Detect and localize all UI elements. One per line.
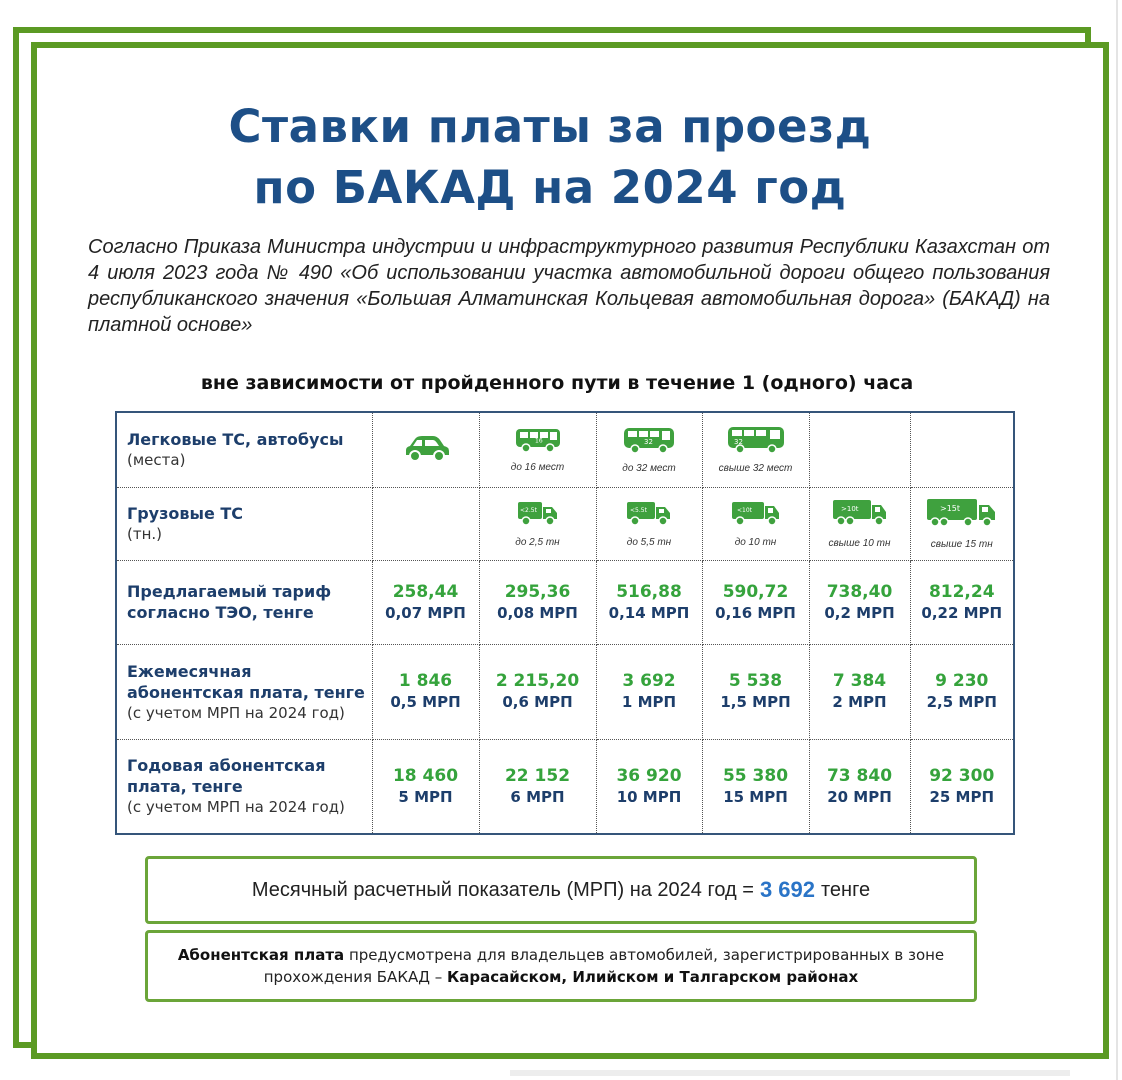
cell-truck-over15 — [910, 487, 1014, 560]
note-text-2: прохождения БАКАД – — [263, 968, 443, 986]
tariff-amount: 516,88 — [616, 581, 682, 602]
tariff-cell — [702, 560, 809, 644]
caption-truck-over15: свыше 15 тн — [930, 539, 993, 550]
tariff-amount: 295,36 — [504, 581, 571, 602]
tariff-mrp: 0,07 МРП — [385, 603, 466, 622]
title-line-1: Ставки платы за проезд — [228, 100, 872, 153]
cell-trucks-empty — [372, 487, 479, 560]
caption-truck-over10: свыше 10 тн — [828, 538, 891, 549]
annual-amount: 55 380 — [722, 765, 789, 786]
monthly-amount: 5 538 — [728, 671, 783, 691]
table-subtitle: вне зависимости от пройденного пути в течение 1 (одного) часа — [200, 372, 914, 394]
monthly-cell — [479, 644, 596, 739]
tariff-mrp: 0,2 МРП — [824, 603, 895, 622]
coach-badge: 32 — [733, 438, 743, 447]
annual-label-cell — [116, 739, 372, 834]
annual-amount: 18 460 — [392, 765, 459, 786]
annual-mrp: 15 МРП — [723, 787, 788, 806]
cell-bus-over32 — [702, 412, 809, 487]
row-monthly — [116, 644, 1014, 739]
tariff-cell — [372, 560, 479, 644]
annual-amount: 22 152 — [504, 765, 571, 786]
tariff-amount: 812,24 — [928, 581, 995, 602]
note-line-2 — [264, 966, 858, 988]
annual-cell — [372, 739, 479, 834]
tariff-cell — [910, 560, 1014, 644]
monthly-cell — [702, 644, 809, 739]
tariff-mrp: 0,22 МРП — [921, 603, 1003, 622]
caption-truck-5-5: до 5,5 тн — [626, 537, 672, 548]
mrp-info-box — [145, 856, 977, 924]
tariff-label-cell — [116, 560, 372, 644]
annual-amount: 73 840 — [826, 765, 893, 786]
caption-truck-10: до 10 тн — [734, 537, 777, 548]
car-icon — [400, 433, 452, 472]
badge-2-5: <2.5t — [519, 507, 537, 514]
cell-truck-10 — [702, 487, 809, 560]
bus-badge: 32 — [644, 438, 653, 447]
passenger-label-cell — [116, 412, 372, 487]
monthly-cell — [809, 644, 910, 739]
monthly-amount: 1 846 — [398, 671, 453, 691]
tariff-mrp: 0,14 МРП — [608, 603, 690, 622]
annual-cell — [479, 739, 596, 834]
caption-bus-32: до 32 мест — [622, 463, 676, 475]
subscription-note-box — [145, 930, 977, 1002]
badge-5-5: <5.5t — [630, 507, 647, 514]
annual-amount: 92 300 — [929, 765, 995, 786]
trucks-label: Грузовые ТС — [127, 504, 244, 523]
semi-truck-icon — [924, 497, 1000, 536]
mrp-value: 3 692 — [759, 877, 815, 902]
monthly-amount: 7 384 — [832, 671, 887, 691]
monthly-mrp: 2,5 МРП — [926, 693, 997, 711]
tariff-amount: 258,44 — [392, 581, 459, 602]
note-bold-1: Абонентская плата — [177, 946, 345, 964]
coach-icon — [725, 425, 787, 460]
page-title — [0, 96, 1100, 218]
heavy-truck-icon — [830, 498, 890, 535]
trucks-note: (тн.) — [127, 525, 163, 543]
bottom-shadow — [510, 1070, 1070, 1076]
intro-paragraph: Согласно Приказа Министра индустрии и инфраструктурного развития Республики Казахстан от 4 июля 2023 года № 490 «Об использовании участка автомобильной дороги общего пользования республиканского значения «Большая Алматинская Кольцевая автомобильная дорога» (БАКАД) на платной основе» — [88, 236, 1050, 336]
tariff-cell — [479, 560, 596, 644]
tariff-mrp: 0,08 МРП — [497, 603, 578, 622]
monthly-mrp: 1,5 МРП — [720, 693, 791, 711]
monthly-cell — [372, 644, 479, 739]
tariff-table — [115, 411, 1015, 835]
tariff-cell — [596, 560, 702, 644]
tariff-amount: 738,40 — [826, 581, 893, 602]
badge-10: <10t — [736, 507, 752, 514]
annual-amount: 36 920 — [616, 765, 682, 786]
passenger-label: Легковые ТС, автобусы — [127, 430, 344, 450]
annual-mrp: 20 МРП — [827, 787, 892, 806]
row-passenger — [116, 412, 1014, 487]
annual-cell — [809, 739, 910, 834]
monthly-label: Ежемесячная абонентская плата, тенге — [127, 661, 365, 702]
monthly-amount: 3 692 — [622, 671, 676, 691]
note-line-1 — [178, 944, 944, 966]
minibus-badge: 16 — [534, 437, 543, 445]
annual-label: Годовая абонентская плата, тенге — [127, 756, 326, 797]
cell-bus-32 — [596, 412, 702, 487]
trucks-label-cell — [116, 487, 372, 560]
mrp-prefix: Месячный расчетный показатель (МРП) на 2024 год = — [251, 878, 754, 901]
monthly-mrp: 0,5 МРП — [390, 693, 461, 711]
tariff-mrp: 0,16 МРП — [715, 603, 796, 622]
caption-bus-16: до 16 мест — [510, 462, 565, 474]
cell-bus-16 — [479, 412, 596, 487]
row-annual — [116, 739, 1014, 834]
annual-mrp: 10 МРП — [616, 787, 682, 806]
tariff-cell — [809, 560, 910, 644]
monthly-cell — [910, 644, 1014, 739]
bus-icon — [621, 425, 677, 460]
cell-car — [372, 412, 479, 487]
row-tariff — [116, 560, 1014, 644]
passenger-note: (места) — [127, 451, 186, 470]
note-bold-2: Карасайском, Илийском и Талгарском районах — [447, 968, 859, 986]
page-edge-line — [1116, 0, 1118, 1080]
annual-cell — [596, 739, 702, 834]
minibus-icon — [513, 426, 563, 459]
annual-mrp: 5 МРП — [398, 787, 453, 806]
cell-truck-over10 — [809, 487, 910, 560]
monthly-mrp: 2 МРП — [832, 693, 887, 711]
cell-truck-2-5 — [479, 487, 596, 560]
monthly-amount: 9 230 — [935, 671, 989, 691]
cell-empty-1 — [809, 412, 910, 487]
badge-over15: >15t — [939, 504, 960, 513]
monthly-cell — [596, 644, 702, 739]
mrp-suffix: тенге — [821, 878, 871, 901]
medium-truck-icon — [729, 499, 783, 534]
annual-mrp: 6 МРП — [510, 787, 565, 806]
annual-mrp: 25 МРП — [929, 787, 995, 806]
badge-over10: >10t — [840, 505, 859, 513]
monthly-mrp: 0,6 МРП — [502, 693, 573, 711]
light-truck-icon — [624, 499, 674, 534]
note-text-1: предусмотрена для владельцев автомобилей, зарегистрированных в зоне — [348, 946, 945, 964]
monthly-label-cell — [116, 644, 372, 739]
annual-cell — [702, 739, 809, 834]
monthly-note: (с учетом МРП на 2024 год) — [127, 703, 345, 722]
small-truck-icon — [515, 499, 561, 534]
annual-cell — [910, 739, 1014, 834]
monthly-mrp: 1 МРП — [621, 693, 677, 711]
monthly-amount: 2 215,20 — [495, 671, 580, 691]
caption-bus-over32: свыше 32 мест — [718, 463, 793, 475]
row-trucks — [116, 487, 1014, 560]
title-line-2: по БАКАД на 2024 год — [253, 161, 847, 214]
tariff-label: Предлагаемый тариф согласно ТЭО, тенге — [127, 582, 332, 622]
annual-note: (с учетом МРП на 2024 год) — [127, 798, 345, 817]
cell-truck-5-5 — [596, 487, 702, 560]
tariff-amount: 590,72 — [722, 581, 789, 602]
caption-truck-2-5: до 2,5 тн — [515, 537, 560, 548]
cell-empty-2 — [910, 412, 1014, 487]
